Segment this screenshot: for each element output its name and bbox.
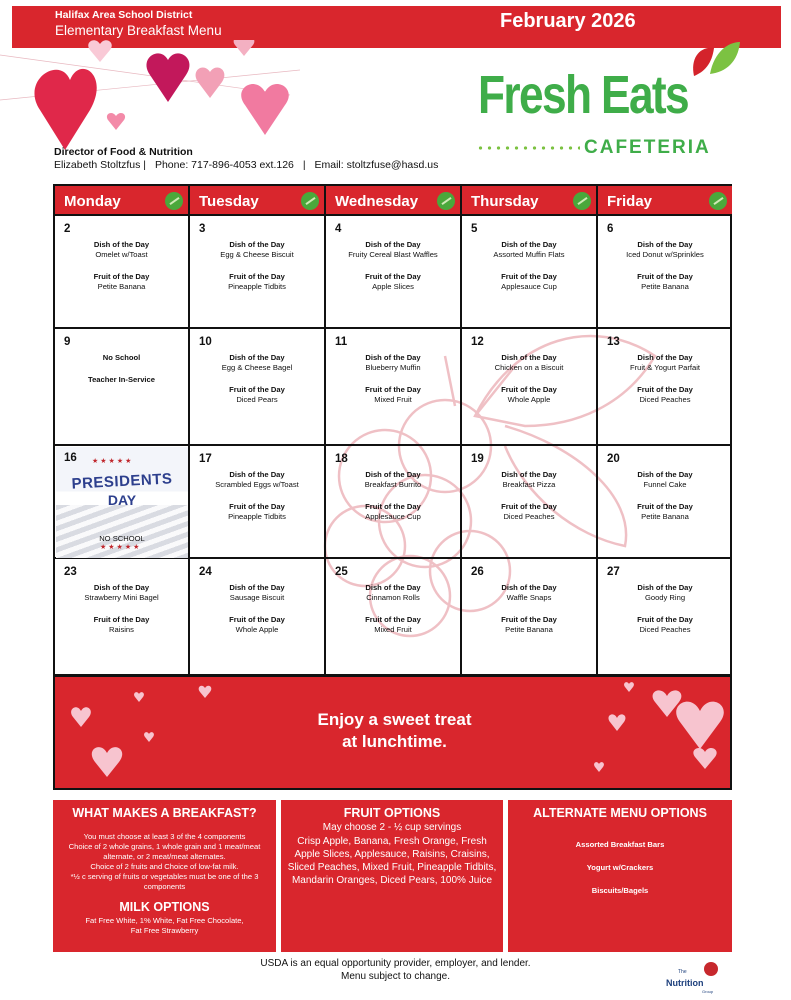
apple-icon: [704, 962, 718, 976]
rule-line: Choice of 2 whole grains, 1 whole grain and 1 meat/meat alternate, or 2 meat/meat alternates.: [68, 842, 261, 861]
dish-value: Fruity Cereal Blast Waffles: [348, 250, 438, 259]
fruit-label: Fruit of the Day: [229, 272, 285, 281]
fruit-label: Fruit of the Day: [229, 385, 285, 394]
dish-label: Dish of the Day: [365, 240, 421, 249]
dish-label: Dish of the Day: [229, 353, 285, 362]
dish-value: Blueberry Muffin: [365, 363, 421, 372]
leaf-icon: [301, 192, 319, 210]
calendar-cell: [55, 559, 190, 676]
dish-value: Omelet w/Toast: [95, 250, 148, 259]
fruit-label: Fruit of the Day: [365, 385, 421, 394]
fruit-value: Diced Peaches: [639, 625, 691, 634]
calendar-cell: [598, 216, 732, 329]
dish-label: Dish of the Day: [365, 583, 421, 592]
treat-banner: [53, 677, 732, 790]
brand-group: Group: [702, 989, 714, 994]
fruit-value: Whole Apple: [235, 625, 279, 634]
calendar-cell: [55, 216, 190, 329]
treat-text: [55, 709, 732, 753]
date-number: 23: [64, 566, 77, 578]
fruit-value: Petite Banana: [97, 282, 146, 291]
breakfast-panel-title: WHAT MAKES A BREAKFAST?: [72, 806, 257, 820]
dish-value: Scrambled Eggs w/Toast: [215, 480, 299, 489]
calendar-cell: [55, 329, 190, 446]
dish-value: Egg & Cheese Biscuit: [220, 250, 294, 259]
star-icon: ★★★★★: [100, 544, 142, 551]
fruit-label: Fruit of the Day: [637, 502, 693, 511]
breakfast-rules: [61, 832, 268, 892]
fruit-label: Fruit of the Day: [637, 615, 693, 624]
dish-value: Waffle Snaps: [506, 593, 552, 602]
usda-statement: USDA is an equal opportunity provider, employer, and lender.: [260, 958, 531, 969]
dish-label: Dish of the Day: [637, 353, 693, 362]
date-number: 20: [607, 453, 620, 465]
calendar-cell: [462, 446, 598, 559]
date-number: 11: [335, 336, 348, 348]
day-label: Tuesday: [199, 193, 259, 210]
month-title: February 2026: [500, 10, 636, 32]
calendar-cell: [190, 329, 326, 446]
fruit-label: Fruit of the Day: [229, 615, 285, 624]
fruit-value: Petite Banana: [641, 282, 689, 291]
date-number: 24: [199, 566, 212, 578]
leaf-icon: [165, 192, 183, 210]
date-number: 16: [64, 452, 77, 464]
fruit-value: Mixed Fruit: [374, 625, 412, 634]
date-number: 4: [335, 223, 342, 235]
calendar-cell: [326, 329, 462, 446]
fruit-panel: [281, 800, 503, 952]
calendar-cell: [326, 559, 462, 676]
milk-line: Fat Free White, 1% White, Fat Free Chocolate,: [85, 916, 244, 925]
leaf-icon: [437, 192, 455, 210]
dish-label: Dish of the Day: [229, 470, 285, 479]
date-number: 5: [471, 223, 478, 235]
alternate-item: Biscuits/Bagels: [591, 886, 649, 895]
fresh-eats-logo: [470, 42, 740, 164]
dish-value: Fruit & Yogurt Parfait: [629, 363, 701, 372]
calendar-cell: [462, 329, 598, 446]
fruit-value: Apple Slices: [372, 282, 414, 291]
day-header-wednesday: [326, 186, 462, 216]
fruit-panel-title: FRUIT OPTIONS: [343, 806, 441, 820]
dish-label: Dish of the Day: [229, 240, 285, 249]
logo-sub-text: CAFETERIA: [584, 137, 711, 158]
day-label: Wednesday: [335, 193, 419, 210]
nutrition-group-logo: [664, 962, 724, 992]
day-header-friday: [598, 186, 732, 216]
date-number: 26: [471, 566, 484, 578]
alternate-panel-title: ALTERNATE MENU OPTIONS: [533, 806, 707, 820]
calendar-cell: [326, 216, 462, 329]
day-label: Monday: [64, 193, 121, 210]
contact-line: [54, 159, 444, 171]
fruit-value: Mixed Fruit: [374, 395, 412, 404]
presidents-banner-text: PRESIDENTS: [71, 470, 173, 493]
rule-line: You must choose at least 3 of the 4 components: [83, 832, 246, 841]
dish-label: Dish of the Day: [501, 240, 557, 249]
dish-value: Funnel Cake: [643, 480, 687, 489]
fruit-label: Fruit of the Day: [365, 272, 421, 281]
dish-label: Dish of the Day: [637, 240, 693, 249]
treat-line-1: Enjoy a sweet treat: [317, 710, 472, 729]
dish-label: Dish of the Day: [637, 470, 693, 479]
fruit-label: Fruit of the Day: [637, 385, 693, 394]
dish-label: Dish of the Day: [93, 583, 150, 592]
dish-value: Chicken on a Biscuit: [494, 363, 564, 372]
day-header-thursday: [462, 186, 598, 216]
dish-label: Dish of the Day: [637, 583, 693, 592]
hearts-decoration-icon: [0, 40, 300, 150]
dish-label: Dish of the Day: [365, 353, 421, 362]
fruit-label: Fruit of the Day: [365, 502, 421, 511]
email: Email: stoltzfuse@hasd.us: [314, 159, 439, 171]
phone: Phone: 717-896-4053 ext.126: [154, 159, 294, 171]
fruit-label: Fruit of the Day: [93, 272, 150, 281]
fruit-label: Fruit of the Day: [501, 615, 557, 624]
calendar-cell: [462, 216, 598, 329]
date-number: 17: [199, 453, 212, 465]
dish-label: Dish of the Day: [501, 353, 557, 362]
menu-calendar: [53, 184, 732, 677]
dish-label: Dish of the Day: [93, 240, 150, 249]
fruit-value: Pineapple Tidbits: [228, 282, 286, 291]
director-name: Elizabeth Stoltzfus |: [54, 159, 147, 171]
day-label: Friday: [607, 193, 653, 210]
date-number: 3: [199, 223, 206, 235]
day-header-monday: [55, 186, 190, 216]
date-number: 10: [199, 336, 212, 348]
calendar-cell: [190, 446, 326, 559]
district-name: Halifax Area School District: [55, 9, 193, 21]
dish-value: Assorted Muffin Flats: [493, 250, 565, 259]
dish-value: Breakfast Pizza: [502, 480, 556, 489]
fruit-label: Fruit of the Day: [501, 385, 557, 394]
calendar-cell: [190, 559, 326, 676]
separator: |: [302, 159, 306, 171]
fruit-value: Petite Banana: [641, 512, 689, 521]
dish-value: Iced Donut w/Sprinkles: [626, 250, 704, 259]
alternate-item: Yogurt w/Crackers: [586, 863, 654, 872]
dish-label: Dish of the Day: [501, 470, 557, 479]
logo-main-text: Fresh Eats: [478, 65, 689, 125]
rule-line: *½ c serving of fruits or vegetables must be one of the 3 components: [70, 872, 259, 891]
director-title: Director of Food & Nutrition: [54, 146, 193, 158]
brand-name: Nutrition: [666, 978, 704, 988]
fruit-value: Whole Apple: [507, 395, 551, 404]
leaf-icon: [688, 38, 740, 78]
menu-title: Elementary Breakfast Menu: [55, 23, 222, 38]
date-number: 2: [64, 223, 71, 235]
fruit-value: Diced Peaches: [503, 512, 555, 521]
fruit-panel-subtitle: May choose 2 - ½ cup servings: [322, 822, 462, 833]
breakfast-panel: [53, 800, 276, 952]
milk-options-title: MILK OPTIONS: [119, 900, 210, 914]
rule-line: Choice of 2 fruits and Choice of low-fat milk.: [90, 862, 239, 871]
fruit-value: Diced Peaches: [639, 395, 691, 404]
dish-value: Sausage Biscuit: [229, 593, 285, 602]
date-number: 12: [471, 336, 484, 348]
dish-value: Breakfast Burrito: [364, 480, 422, 489]
date-number: 13: [607, 336, 620, 348]
date-number: 18: [335, 453, 348, 465]
leaf-icon: [709, 192, 727, 210]
leaf-icon: [573, 192, 591, 210]
calendar-cell: [462, 559, 598, 676]
alternate-panel: [508, 800, 732, 952]
fruit-value: Diced Pears: [236, 395, 278, 404]
dish-label: Dish of the Day: [365, 470, 421, 479]
day-banner-text: DAY: [107, 492, 137, 508]
treat-line-2: at lunchtime.: [342, 732, 447, 751]
brand-the: The: [678, 969, 687, 975]
no-school-note: NO SCHOOL: [99, 534, 145, 543]
milk-options: [73, 916, 256, 936]
fruit-value: Pineapple Tidbits: [228, 512, 286, 521]
alternate-list: [508, 840, 732, 895]
alternate-item: Assorted Breakfast Bars: [575, 840, 665, 849]
star-icon: ★★★★★: [92, 458, 134, 465]
dish-label: Dish of the Day: [229, 583, 285, 592]
no-school-text: No School: [102, 353, 141, 362]
calendar-cell: [190, 216, 326, 329]
fruit-value: Raisins: [109, 625, 134, 634]
dish-label: Dish of the Day: [501, 583, 557, 592]
fruit-value: Applesauce Cup: [365, 512, 421, 521]
dish-value: Egg & Cheese Bagel: [221, 363, 293, 372]
fruit-label: Fruit of the Day: [365, 615, 421, 624]
date-number: 19: [471, 453, 484, 465]
menu-disclaimer: Menu subject to change.: [341, 971, 450, 982]
fruit-label: Fruit of the Day: [501, 272, 557, 281]
date-number: 25: [335, 566, 348, 578]
date-number: 9: [64, 336, 71, 348]
day-header-tuesday: [190, 186, 326, 216]
dish-value: Cinnamon Rolls: [366, 593, 420, 602]
fruit-options-list: Crisp Apple, Banana, Fresh Orange, Fresh Apple Slices, Applesauce, Raisins, Craisins, Sliced Peaches, Mixed Fruit, Pineapple Tidbits, Mandarin Oranges, Diced Pears, 100% Juice: [287, 836, 497, 886]
fruit-label: Fruit of the Day: [93, 615, 150, 624]
calendar-cell: [55, 446, 190, 559]
calendar-cell: [598, 559, 732, 676]
fruit-label: Fruit of the Day: [637, 272, 693, 281]
fruit-value: Petite Banana: [505, 625, 553, 634]
presidents-day-image: [56, 447, 188, 558]
calendar-cell: [598, 446, 732, 559]
fruit-label: Fruit of the Day: [229, 502, 285, 511]
dish-value: Goody Ring: [644, 593, 686, 602]
day-label: Thursday: [471, 193, 539, 210]
logo-dots: [476, 146, 580, 150]
calendar-cell: [598, 329, 732, 446]
fruit-value: Applesauce Cup: [501, 282, 557, 291]
date-number: 6: [607, 223, 614, 235]
date-number: 27: [607, 566, 620, 578]
calendar-cell: [326, 446, 462, 559]
fruit-label: Fruit of the Day: [501, 502, 557, 511]
dish-value: Strawberry Mini Bagel: [84, 593, 159, 602]
milk-line: Fat Free Strawberry: [130, 926, 199, 935]
teacher-inservice-text: Teacher In-Service: [88, 375, 155, 384]
